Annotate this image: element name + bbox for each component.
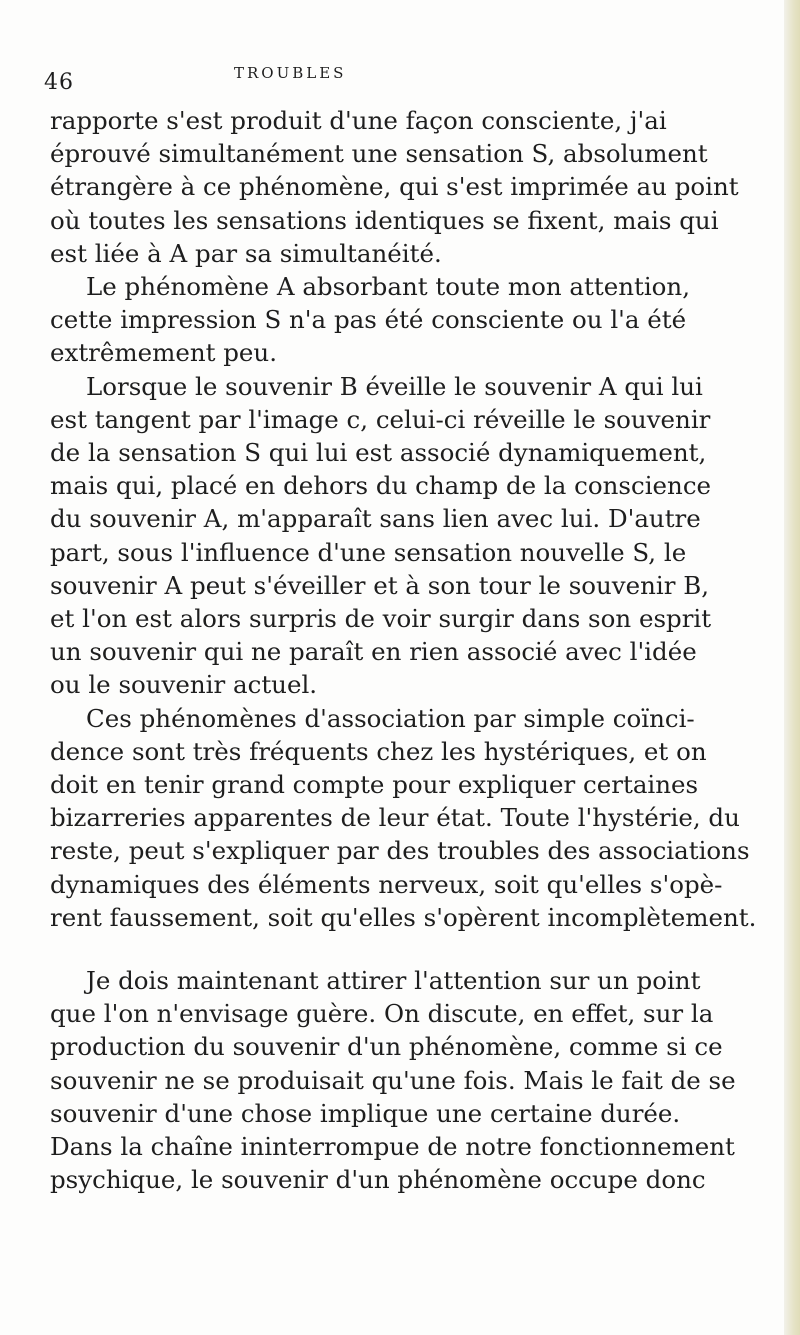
running-head: TROUBLES — [234, 64, 347, 82]
text-line: cette impression S n'a pas été consciente ou l'a été — [50, 305, 687, 335]
text-line: Lorsque le souvenir B éveille le souvenir A qui lui — [86, 371, 703, 401]
text-line: ou le souvenir actuel. — [50, 670, 318, 700]
text-line: Le phénomène A absorbant toute mon attention, — [86, 272, 690, 302]
text-line: production du souvenir d'un phénomène, comme si ce — [50, 1032, 723, 1062]
text-line: du souvenir A, m'apparaît sans lien avec lui. D'autre — [50, 504, 701, 534]
text-line: souvenir A peut s'éveiller et à son tour le souvenir B, — [50, 570, 710, 600]
text-line: souvenir ne se produisait qu'une fois. Mais le fait de se — [50, 1065, 736, 1095]
text-line: psychique, le souvenir d'un phénomène occupe donc — [50, 1165, 706, 1195]
text-line: mais qui, placé en dehors du champ de la conscience — [50, 471, 712, 501]
body-text — [50, 104, 765, 1197]
text-line: de la sensation S qui lui est associé dynamiquement, — [50, 438, 707, 468]
paragraph-2 — [50, 270, 765, 370]
text-line: dynamiques des éléments nerveux, soit qu'elles s'opè- — [50, 869, 723, 899]
paragraph-1 — [50, 104, 765, 270]
text-line: rapporte s'est produit d'une façon consciente, j'ai — [50, 106, 667, 135]
paragraph-gap — [50, 934, 765, 964]
page-number: 46 — [44, 70, 74, 95]
text-line: est liée à A par sa simultanéité. — [50, 238, 442, 268]
page-edge-shadow — [784, 0, 800, 1335]
text-line: Je dois maintenant attirer l'attention sur un point — [86, 966, 701, 996]
text-line: un souvenir qui ne paraît en rien associé avec l'idée — [50, 637, 697, 667]
text-line: et l'on est alors surpris de voir surgir dans son esprit — [50, 604, 712, 634]
text-line: souvenir d'une chose implique une certaine durée. — [50, 1098, 681, 1128]
paragraph-3 — [50, 370, 765, 702]
text-line: est tangent par l'image c, celui-ci réveille le souvenir — [50, 404, 711, 434]
text-line: Ces phénomènes d'association par simple coïnci- — [86, 703, 695, 733]
text-line: Dans la chaîne ininterrompue de notre fonctionnement — [50, 1132, 735, 1162]
text-line: rent faussement, soit qu'elles s'opèrent incomplètement. — [50, 902, 757, 932]
text-line: étrangère à ce phénomène, qui s'est imprimée au point — [50, 172, 739, 202]
text-line: que l'on n'envisage guère. On discute, en effet, sur la — [50, 999, 714, 1029]
paragraph-5 — [50, 964, 765, 1196]
text-line: dence sont très fréquents chez les hystériques, et on — [50, 736, 707, 766]
text-line: extrêmement peu. — [50, 338, 277, 368]
paragraph-4 — [50, 702, 765, 934]
text-line: reste, peut s'expliquer par des troubles des associations — [50, 836, 750, 866]
text-line: doit en tenir grand compte pour expliquer certaines — [50, 770, 699, 800]
text-line: éprouvé simultanément une sensation S, absolument — [50, 139, 708, 169]
text-line: part, sous l'influence d'une sensation nouvelle S, le — [50, 537, 687, 567]
text-line: bizarreries apparentes de leur état. Toute l'hystérie, du — [50, 803, 740, 833]
text-line: où toutes les sensations identiques se fixent, mais qui — [50, 205, 719, 235]
